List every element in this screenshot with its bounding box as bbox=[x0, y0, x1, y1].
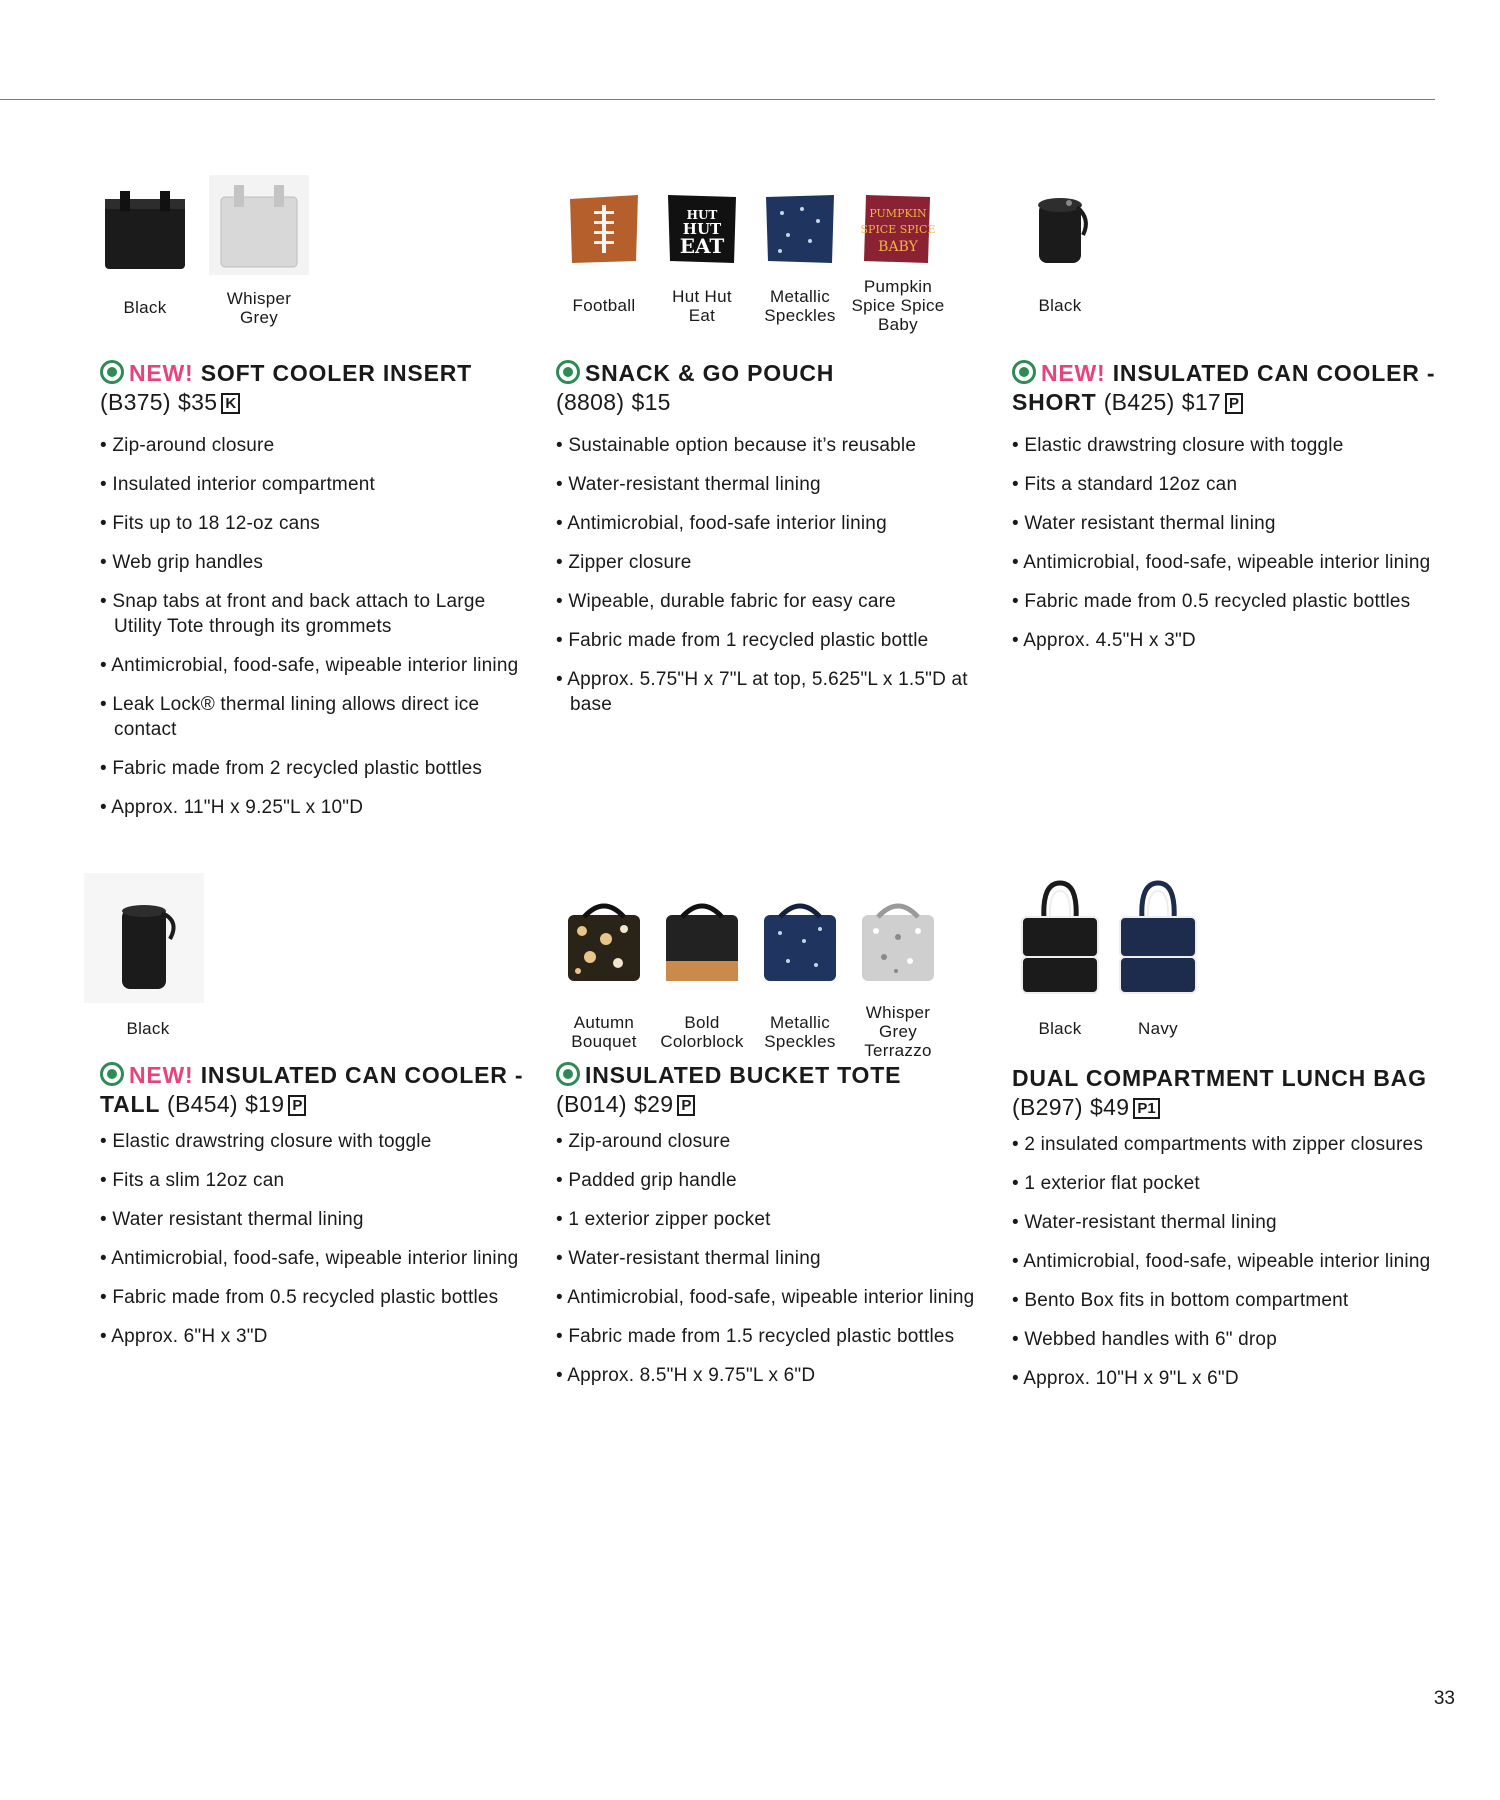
product-code: (B425) bbox=[1103, 389, 1175, 415]
product-title bbox=[556, 359, 986, 417]
swatch-label: Football bbox=[572, 296, 636, 315]
feature-item: • Fits up to 18 12-oz cans bbox=[100, 511, 530, 536]
swatch-label: Black bbox=[1038, 296, 1082, 315]
feature-list bbox=[556, 1129, 986, 1388]
program-badge: P bbox=[288, 1095, 306, 1116]
product-soft-cooler-insert bbox=[100, 165, 530, 834]
feature-item: • Snap tabs at front and back attach to Large Utility Tote through its grommets bbox=[100, 589, 530, 639]
feature-item: • Antimicrobial, food-safe, wipeable interior lining bbox=[100, 653, 530, 678]
feature-item: • Zip-around closure bbox=[100, 433, 530, 458]
swatch-label: Navy bbox=[1138, 1019, 1178, 1038]
feature-item: • Antimicrobial, food-safe, wipeable interior lining bbox=[1012, 1249, 1442, 1274]
feature-item: • Fits a standard 12oz can bbox=[1012, 472, 1442, 497]
lunch-bag-navy-image bbox=[1116, 879, 1200, 999]
svg-text:BABY: BABY bbox=[878, 239, 918, 255]
feature-item: • 1 exterior zipper pocket bbox=[556, 1207, 986, 1232]
product-title bbox=[1012, 1064, 1442, 1122]
product-title bbox=[100, 1061, 530, 1119]
product-can-cooler-short bbox=[1012, 165, 1442, 667]
swatch-row bbox=[1012, 865, 1442, 1055]
swatch-row bbox=[100, 165, 530, 355]
product-name: INSULATED CAN COOLER - TALL bbox=[100, 1062, 524, 1117]
swatch-label: Metallic Speckles bbox=[764, 287, 836, 325]
swatch-row bbox=[556, 865, 986, 1060]
feature-list bbox=[100, 433, 530, 820]
product-snack-and-go-pouch bbox=[556, 165, 986, 731]
swatch-label: Black bbox=[1038, 1019, 1082, 1038]
feature-item: • Padded grip handle bbox=[556, 1168, 986, 1193]
pouch-football-image bbox=[566, 191, 642, 267]
feature-item: • Water-resistant thermal lining bbox=[1012, 1210, 1442, 1235]
pouch-pumpkin-spice-image bbox=[860, 191, 936, 267]
feature-item: • Approx. 10"H x 9"L x 6"D bbox=[1012, 1366, 1442, 1391]
recycle-icon bbox=[100, 1062, 124, 1086]
product-title bbox=[1012, 359, 1442, 417]
feature-item: • Fits a slim 12oz can bbox=[100, 1168, 530, 1193]
product-code: (8808) bbox=[556, 389, 625, 415]
feature-item: • Water resistant thermal lining bbox=[1012, 511, 1442, 536]
top-divider bbox=[0, 99, 1435, 100]
feature-item: • Fabric made from 1 recycled plastic bottle bbox=[556, 628, 986, 653]
feature-item: • Insulated interior compartment bbox=[100, 472, 530, 497]
feature-item: • Bento Box fits in bottom compartment bbox=[1012, 1288, 1442, 1313]
feature-item: • Fabric made from 1.5 recycled plastic bottles bbox=[556, 1324, 986, 1349]
swatch-label: Black bbox=[123, 298, 167, 317]
feature-item: • Approx. 6"H x 3"D bbox=[100, 1324, 530, 1349]
feature-item: • Zip-around closure bbox=[556, 1129, 986, 1154]
feature-item: • Approx. 8.5"H x 9.75"L x 6"D bbox=[556, 1363, 986, 1388]
feature-item: • Fabric made from 0.5 recycled plastic bottles bbox=[1012, 589, 1442, 614]
swatch-label: Bold Colorblock bbox=[660, 1013, 744, 1051]
feature-item: • Antimicrobial, food-safe interior lining bbox=[556, 511, 986, 536]
feature-item: • Fabric made from 0.5 recycled plastic bottles bbox=[100, 1285, 530, 1310]
swatch-label: Whisper Grey bbox=[226, 289, 292, 327]
feature-list bbox=[556, 433, 986, 717]
feature-item: • 2 insulated compartments with zipper closures bbox=[1012, 1132, 1442, 1157]
feature-item: • Zipper closure bbox=[556, 550, 986, 575]
pouch-metallic-speckles-image bbox=[762, 191, 838, 267]
feature-item: • Water-resistant thermal lining bbox=[556, 1246, 986, 1271]
swatch-row bbox=[1012, 165, 1442, 355]
feature-item: • Water resistant thermal lining bbox=[100, 1207, 530, 1232]
lunch-bag-black-image bbox=[1018, 879, 1102, 999]
recycle-icon bbox=[1012, 360, 1036, 384]
pouch-hut-hut-eat-image bbox=[664, 191, 740, 267]
product-name: SNACK & GO POUCH bbox=[585, 360, 835, 386]
product-price: $19 bbox=[245, 1091, 285, 1117]
can-cooler-tall-image bbox=[84, 873, 204, 1003]
feature-list bbox=[100, 1129, 530, 1349]
page-number: 33 bbox=[1433, 1688, 1455, 1709]
product-name: SOFT COOLER INSERT bbox=[200, 360, 472, 386]
product-title bbox=[556, 1061, 986, 1119]
product-price: $49 bbox=[1090, 1094, 1130, 1120]
bucket-tote-metallic-speckles-image bbox=[758, 895, 842, 987]
swatch-label: Metallic Speckles bbox=[764, 1013, 836, 1051]
svg-text:HUT: HUT bbox=[682, 220, 722, 238]
svg-text:SPICE SPICE: SPICE SPICE bbox=[860, 223, 936, 236]
feature-item: • Water-resistant thermal lining bbox=[556, 472, 986, 497]
can-cooler-short-image bbox=[1025, 189, 1095, 269]
feature-item: • Approx. 4.5"H x 3"D bbox=[1012, 628, 1442, 653]
feature-item: • Antimicrobial, food-safe, wipeable interior lining bbox=[100, 1246, 530, 1271]
feature-item: • Leak Lock® thermal lining allows direct ice contact bbox=[100, 692, 530, 742]
svg-text:HUT: HUT bbox=[686, 208, 718, 222]
recycle-icon bbox=[100, 360, 124, 384]
bucket-tote-whisper-grey-terrazzo-image bbox=[856, 895, 940, 987]
product-name: DUAL COMPARTMENT LUNCH BAG bbox=[1012, 1065, 1427, 1091]
swatch-row bbox=[556, 165, 986, 355]
feature-item: • Elastic drawstring closure with toggle bbox=[100, 1129, 530, 1154]
program-badge: P bbox=[1225, 393, 1243, 414]
feature-item: • Web grip handles bbox=[100, 550, 530, 575]
product-price: $35 bbox=[178, 389, 218, 415]
feature-item: • Approx. 5.75"H x 7"L at top, 5.625"L x 1.5"D at base bbox=[556, 667, 986, 717]
swatch-label: Hut Hut Eat bbox=[672, 287, 732, 325]
product-price: $17 bbox=[1181, 389, 1222, 415]
feature-item: • Antimicrobial, food-safe, wipeable interior lining bbox=[556, 1285, 986, 1310]
product-code: (B454) bbox=[167, 1091, 238, 1117]
swatch-label: Autumn Bouquet bbox=[571, 1013, 637, 1051]
bucket-tote-bold-colorblock-image bbox=[660, 895, 744, 987]
recycle-icon bbox=[556, 1062, 580, 1086]
product-insulated-bucket-tote bbox=[556, 865, 986, 1402]
product-name: INSULATED BUCKET TOTE bbox=[585, 1062, 902, 1088]
feature-item: • Antimicrobial, food-safe, wipeable interior lining bbox=[1012, 550, 1442, 575]
soft-cooler-whisper-grey-image bbox=[209, 175, 309, 275]
bucket-tote-autumn-bouquet-image bbox=[562, 895, 646, 987]
product-code: (B014) bbox=[556, 1091, 627, 1117]
feature-list bbox=[1012, 1132, 1442, 1391]
svg-text:EAT: EAT bbox=[679, 234, 725, 258]
program-badge: P1 bbox=[1133, 1098, 1159, 1119]
svg-text:PUMPKIN: PUMPKIN bbox=[869, 207, 927, 220]
feature-item: • Fabric made from 2 recycled plastic bottles bbox=[100, 756, 530, 781]
product-name: INSULATED CAN COOLER - SHORT bbox=[1012, 360, 1436, 415]
product-can-cooler-tall bbox=[100, 865, 530, 1363]
new-label: NEW! bbox=[129, 360, 194, 386]
swatch-label: Whisper Grey Terrazzo bbox=[864, 1003, 932, 1060]
swatch-row bbox=[100, 865, 530, 1055]
product-price: $29 bbox=[634, 1091, 674, 1117]
program-badge: K bbox=[221, 393, 240, 414]
feature-item: • Elastic drawstring closure with toggle bbox=[1012, 433, 1442, 458]
recycle-icon bbox=[556, 360, 580, 384]
product-code: (B375) bbox=[100, 389, 171, 415]
program-badge: P bbox=[677, 1095, 695, 1116]
feature-item: • Approx. 11"H x 9.25"L x 10"D bbox=[100, 795, 530, 820]
feature-item: • 1 exterior flat pocket bbox=[1012, 1171, 1442, 1196]
feature-item: • Sustainable option because it’s reusable bbox=[556, 433, 986, 458]
product-price: $15 bbox=[631, 389, 671, 415]
feature-item: • Wipeable, durable fabric for easy care bbox=[556, 589, 986, 614]
product-code: (B297) bbox=[1012, 1094, 1083, 1120]
swatch-label: Pumpkin Spice Spice Baby bbox=[851, 277, 945, 334]
swatch-label: Black bbox=[126, 1019, 170, 1038]
product-title bbox=[100, 359, 530, 417]
feature-item: • Webbed handles with 6" drop bbox=[1012, 1327, 1442, 1352]
soft-cooler-black-image bbox=[100, 187, 190, 277]
product-dual-compartment-lunch-bag bbox=[1012, 865, 1442, 1405]
new-label: NEW! bbox=[129, 1062, 194, 1088]
feature-list bbox=[1012, 433, 1442, 653]
new-label: NEW! bbox=[1041, 360, 1106, 386]
